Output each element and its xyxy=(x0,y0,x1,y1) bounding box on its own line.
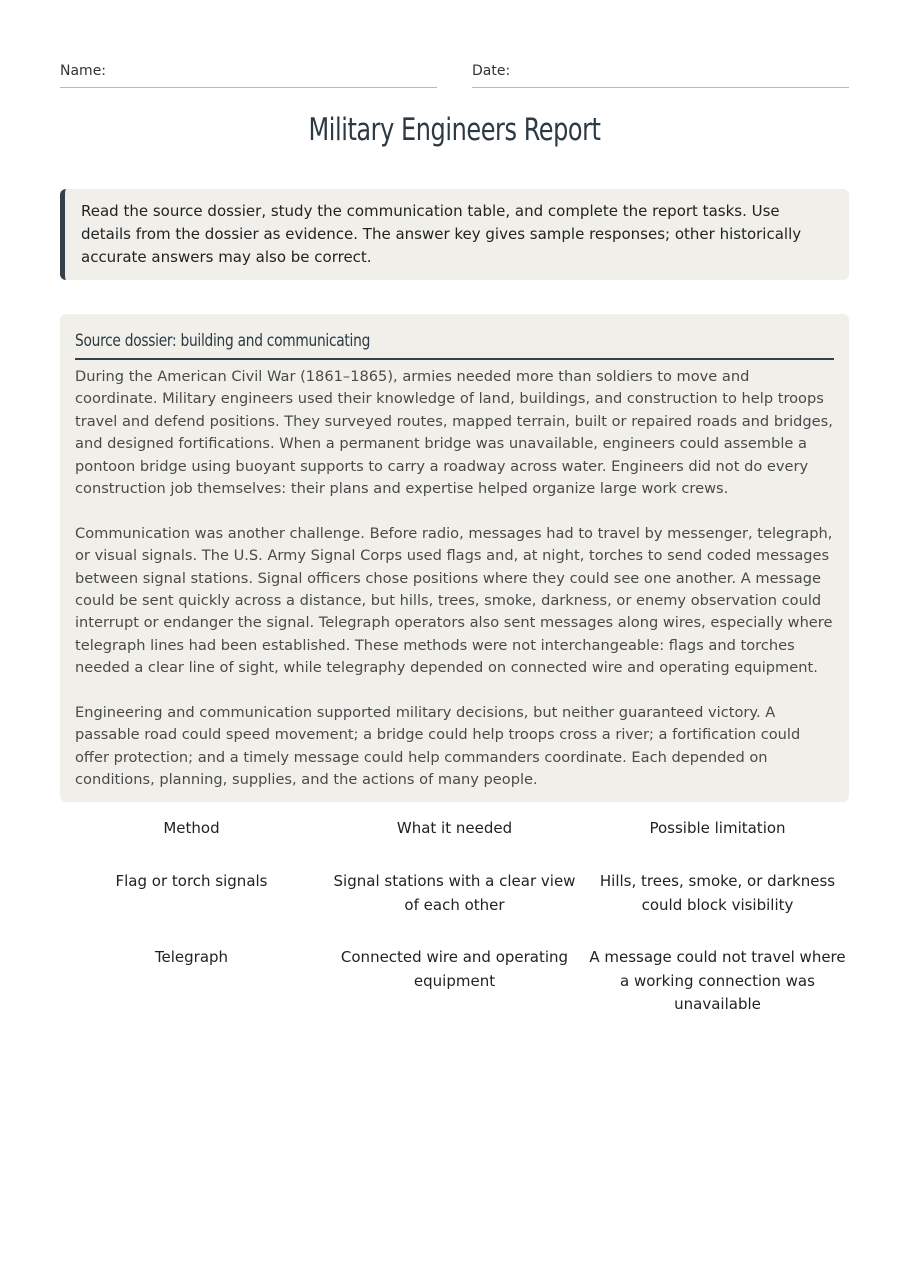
source-dossier xyxy=(60,314,849,802)
table-cell: Hills, trees, smoke, or darkness could block visibility xyxy=(599,872,836,914)
dossier-paragraph: Engineering and communication supported military decisions, but neither guaranteed victory. A passable road could speed movement; a bridge could help troops cross a river; a fortification could offer protection; and a timely message could help commanders coordinate. Each depended on conditions, planning, supplies, and the actions of many people. xyxy=(75,704,801,789)
date-label: Date: xyxy=(472,63,511,79)
column-header-limitation: Possible limitation xyxy=(649,819,786,837)
dossier-heading xyxy=(75,326,834,360)
dossier-paragraph: During the American Civil War (1861–1865), armies needed more than soldiers to move and coordinate. Military engineers used their knowledge of land, buildings, and construction to help troops travel and defend positions. They surveyed routes, mapped terrain, built or repaired roads and bridges, and designed fortifications. When a permanent bridge was unavailable, engineers could assemble a pontoon bridge using buoyant supports to carry a roadway across water. Engineers did not do every construction job themselves: their plans and expertise helped organize large work crews. xyxy=(75,368,833,498)
table-cell: A message could not travel where a working connection was unavailable xyxy=(589,948,846,1013)
dossier-heading-text: Source dossier: building and communicating xyxy=(75,331,371,351)
date-field[interactable] xyxy=(472,60,849,88)
instructions-box xyxy=(60,189,849,280)
table-cell: Signal stations with a clear view of each other xyxy=(333,872,576,914)
table-cell: Telegraph xyxy=(154,948,229,966)
page-title: Military Engineers Report xyxy=(308,112,601,148)
column-header-needed: What it needed xyxy=(396,819,513,837)
dossier-paragraph: Communication was another challenge. Before radio, messages had to travel by messenger, telegraph, or visual signals. The U.S. Army Signal Corps used flags and, at night, torches to send coded messages between signal stations. Signal officers chose positions where they could see one another. A message could be sent quickly across a distance, but hills, trees, smoke, darkness, or enemy observation could interrupt or endanger the signal. Telegraph operators also sent messages along wires, especially where telegraph lines had been established. These methods were not interchangeable: flags and torches needed a clear line of sight, while telegraphy depended on connected wire and operating equipment. xyxy=(75,524,833,677)
column-header-method: Method xyxy=(163,819,220,837)
table-row xyxy=(60,868,849,944)
table-row xyxy=(60,944,849,1017)
table-cell: Flag or torch signals xyxy=(115,872,268,890)
name-date-row xyxy=(60,60,849,90)
name-field[interactable] xyxy=(60,60,437,88)
name-label: Name: xyxy=(60,63,107,79)
table-header-row xyxy=(60,815,849,868)
communication-table xyxy=(60,815,849,1017)
instructions-text: Read the source dossier, study the communication table, and complete the report tasks. Use details from the dossier as evidence. The answer key gives sample responses; other historically accurate answers may also be correct. xyxy=(81,202,802,266)
table-cell: Connected wire and operating equipment xyxy=(340,948,569,990)
